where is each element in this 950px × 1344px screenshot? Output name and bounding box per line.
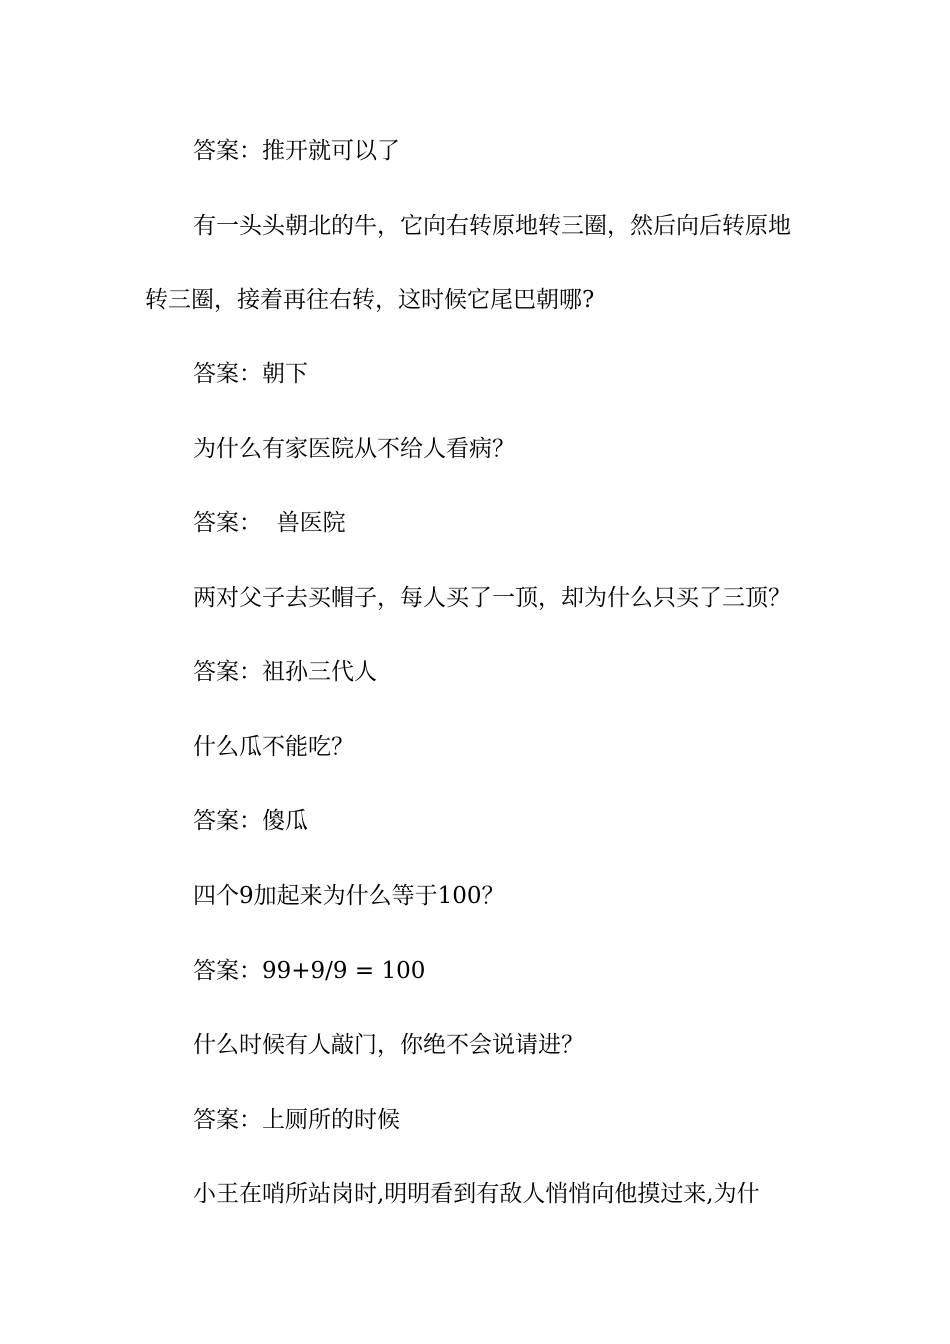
answer-4: 答案：祖孙三代人 (193, 659, 377, 685)
riddle-hospital: 为什么有家医院从不给人看病？ (193, 436, 515, 462)
answer-7: 答案：上厕所的时候 (193, 1107, 400, 1133)
answer-5: 答案：傻瓜 (193, 808, 308, 834)
riddle-knock: 什么时候有人敲门，你绝不会说请进？ (193, 1032, 584, 1058)
answer-2: 答案：朝下 (193, 361, 308, 387)
riddle-sentry: 小王在哨所站岗时,明明看到有敌人悄悄向他摸过来,为什 (193, 1181, 760, 1207)
riddle-four-nines: 四个9加起来为什么等于100？ (193, 883, 505, 909)
answer-6: 答案：99+9/9 = 100 (193, 958, 426, 984)
answer-1: 答案：推开就可以了 (193, 138, 400, 164)
riddle-melon: 什么瓜不能吃？ (193, 734, 354, 760)
riddle-hats: 两对父子去买帽子，每人买了一顶，却为什么只买了三顶？ (193, 585, 791, 611)
riddle-cow: 有一头头朝北的牛，它向右转原地转三圈，然后向后转原地转三圈，接着再往右转，这时候它尾巴朝哪? (145, 213, 791, 313)
answer-3: 答案： 兽医院 (193, 510, 346, 536)
